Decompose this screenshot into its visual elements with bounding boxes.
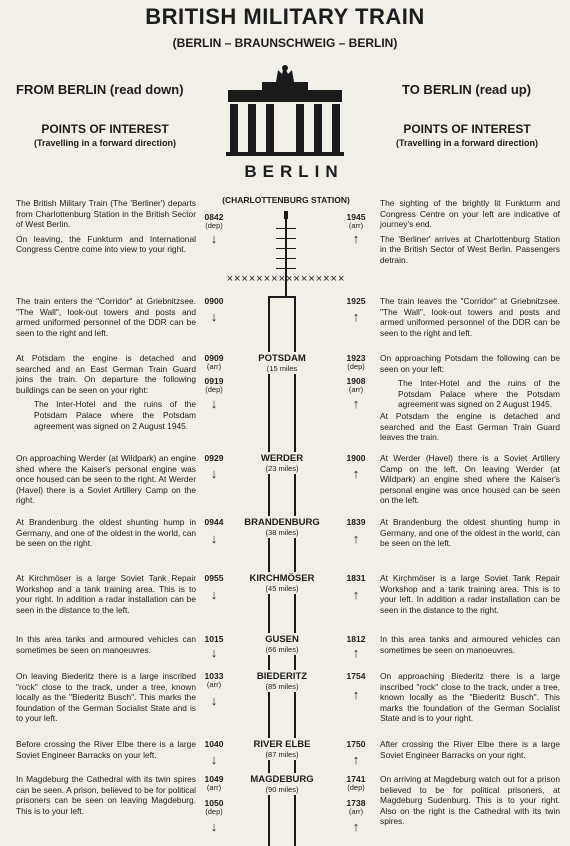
down-arrow-icon: ↓ xyxy=(210,466,218,481)
station-potsdam: POTSDAM (15 miles xyxy=(232,352,332,374)
right-desc-paragraph: On approaching Potsdam the following can be seen on your left: xyxy=(380,353,560,374)
left-desc-paragraph: The Inter-Hotel and the ruins of the Potsdam Palace where the Potsdam agreement was signed on 2 August 1945. xyxy=(34,399,196,431)
time-left: 0919 (dep) xyxy=(204,376,224,394)
track-rail-left xyxy=(268,296,270,846)
left-desc-section xyxy=(16,353,196,435)
track-tie xyxy=(276,248,296,249)
right-desc-section: The train leaves the "Corridor" at Griebnitzsee. "The Wall", look-out towers and posts and armed uniformed personnel of the DDR can be seen to the right and left. xyxy=(380,296,560,338)
left-desc-paragraph: The British Military Train (The 'Berliner') departs from Charlottenburg Station in the British Sector of West Berlin. xyxy=(16,198,196,230)
right-desc-section xyxy=(380,353,560,447)
brandenburg-gate-icon xyxy=(226,60,344,156)
down-arrow-icon: ↓ xyxy=(210,231,218,246)
track-tie xyxy=(276,228,296,229)
left-desc-section: In Magdeburg the Cathedral with its twin spires can be seen. A prison, believed to be for political prisoners can be seen on leaving Magdeburg. This is to your left. xyxy=(16,774,196,816)
left-poi-heading: POINTS OF INTEREST xyxy=(41,122,169,136)
left-desc-section: On leaving Biederitz there is a large inscribed "rock" close to the track, under a tree, known locally as the "Biederitz Busch". This marks the foundation of the German Socialist State and is to your left. xyxy=(16,671,196,724)
down-arrow-icon: ↓ xyxy=(210,587,218,602)
up-arrow-icon: ↑ xyxy=(352,309,360,324)
down-arrow-icon: ↓ xyxy=(210,645,218,660)
time-left: 1015 xyxy=(204,634,224,644)
right-desc-section xyxy=(380,198,560,270)
time-left: 0842 (dep) xyxy=(204,212,224,230)
station-brandenburg: BRANDENBURG (38 miles) xyxy=(232,516,332,538)
time-right: 1923 (dep) xyxy=(346,353,366,371)
up-arrow-icon: ↑ xyxy=(352,531,360,546)
right-desc-section: On arriving at Magdeburg watch out for a prison believed to be for political prisoners, at Magdeburg Sudenburg. This is to your right. Also on the right is the Cathedral with its twin spires. xyxy=(380,774,560,827)
time-right: 1908 (arr) xyxy=(346,376,366,394)
left-desc-section: In this area tanks and armoured vehicles can sometimes be seen on manoeuvres. xyxy=(16,634,196,655)
up-arrow-icon: ↑ xyxy=(352,752,360,767)
station-kirchmoser: KIRCHMÖSER (45 miles) xyxy=(232,572,332,594)
track-rail-right xyxy=(294,296,296,846)
city-name: BERLIN xyxy=(244,162,344,181)
page-subtitle: (BERLIN – BRAUNSCHWEIG – BERLIN) xyxy=(172,36,398,50)
time-left: 1033 (arr) xyxy=(204,671,224,689)
up-arrow-icon: ↑ xyxy=(352,819,360,834)
up-arrow-icon: ↑ xyxy=(352,587,360,602)
page-title: BRITISH MILITARY TRAIN xyxy=(145,4,425,29)
time-right: 1839 xyxy=(346,517,366,527)
station-werder: WERDER (23 miles) xyxy=(232,452,332,474)
time-right: 1754 xyxy=(346,671,366,681)
left-desc-section: Before crossing the River Elbe there is a large Soviet Engineer Barracks on your left. xyxy=(16,739,196,760)
down-arrow-icon: ↓ xyxy=(210,309,218,324)
time-left: 1040 xyxy=(204,739,224,749)
left-desc-paragraph: On leaving, the Funkturm and International Congress Centre come into view to your right. xyxy=(16,233,196,255)
time-left: 0909 (arr) xyxy=(204,353,224,371)
time-left: 1049 (arr) xyxy=(204,774,224,792)
right-poi-note: (Travelling in a forward direction) xyxy=(395,138,539,148)
track-tie xyxy=(276,268,296,269)
right-desc-section: In this area tanks and armoured vehicles can sometimes be seen on manoeuvres. xyxy=(380,634,560,655)
right-desc-paragraph: The sighting of the brightly lit Funkturm and Congress Centre on your left are indicative of journey's end. xyxy=(380,198,560,230)
down-arrow-icon: ↓ xyxy=(210,752,218,767)
up-arrow-icon: ↑ xyxy=(352,396,360,411)
track-tie xyxy=(276,258,296,259)
border-crossing-marks: ×××××××××××××××× xyxy=(226,273,346,285)
time-right: 1900 xyxy=(346,453,366,463)
up-arrow-icon: ↑ xyxy=(352,687,360,702)
right-direction-heading: TO BERLIN (read up) xyxy=(402,82,532,97)
left-desc-section: On approaching Werder (at Wildpark) an engine shed where the Kaiser's personal engine was once housed can be seen to the right. At Werder (Havel) there is a Soviet Artillery Camp on the right. xyxy=(16,453,196,506)
down-arrow-icon: ↓ xyxy=(210,819,218,834)
up-arrow-icon: ↑ xyxy=(352,645,360,660)
left-poi-note: (Travelling in a forward direction) xyxy=(33,138,177,148)
left-desc-section: At Brandenburg the oldest shunting hump in Germany, and one of the oldest in the world, can be seen on the right. xyxy=(16,517,197,549)
time-right: 1812 xyxy=(346,634,366,644)
left-desc-section xyxy=(16,198,196,259)
time-right: 1945 (arr) xyxy=(346,212,366,230)
time-left: 0955 xyxy=(204,573,224,583)
time-right: 1738 (arr) xyxy=(346,798,366,816)
track-tie xyxy=(276,238,296,239)
right-desc-section: After crossing the River Elbe there is a large Soviet Engineer Barracks on your right. xyxy=(380,739,560,760)
right-desc-paragraph: The 'Berliner' arrives at Charlottenburg Station in the British Sector of West Berlin. Passengers detrain. xyxy=(380,233,560,265)
time-right: 1831 xyxy=(346,573,366,583)
station-biederitz: BIEDERITZ (85 miles) xyxy=(232,670,332,692)
station-gusen: GUSEN (66 miles) xyxy=(232,633,332,655)
right-desc-section: On approaching Biederitz there is a large inscribed "rock" close to the track, under a tree, known locally as the "Biederitz Busch". This marks the foundation of the German Socialist State and is to your right. xyxy=(380,671,560,724)
time-left: 1050 (dep) xyxy=(204,798,224,816)
down-arrow-icon: ↓ xyxy=(210,396,218,411)
left-desc-paragraph: At Potsdam the engine is detached and searched and an East German Train Guard joins the train. On departure the following buildings can be seen on your right: xyxy=(16,353,196,395)
origin-station: (CHARLOTTENBURG STATION) xyxy=(222,195,350,205)
right-poi-heading: POINTS OF INTEREST xyxy=(403,122,531,136)
down-arrow-icon: ↓ xyxy=(210,531,218,546)
up-arrow-icon: ↑ xyxy=(352,231,360,246)
up-arrow-icon: ↑ xyxy=(352,466,360,481)
station-magdeburg: MAGDEBURG (90 miles) xyxy=(232,773,332,795)
time-left: 0944 xyxy=(204,517,224,527)
time-right: 1741 (dep) xyxy=(346,774,366,792)
left-desc-section: The train enters the "Corridor" at Griebnitzsee. "The Wall", look-out towers and posts and armed uniformed personnel of the DDR can be seen to the right and left. xyxy=(16,296,196,338)
left-direction-heading: FROM BERLIN (read down) xyxy=(16,82,184,97)
station-river-elbe: RIVER ELBE (87 miles) xyxy=(232,738,332,760)
time-left: 0929 xyxy=(204,453,224,463)
right-desc-section: At Brandenburg the oldest shunting hump in Germany, and one of the oldest in the world, can be seen on the left. xyxy=(380,517,561,549)
right-desc-section: At Werder (Havel) there is a Soviet Artillery Camp on the left. On leaving Werder (at Wildpark) an engine shed where the Kaiser's personal engine was once housed can be seen on the left. xyxy=(380,453,560,506)
right-desc-section: At Kirchmöser is a large Soviet Tank Repair Workshop and a tank training area. This is to your left. In addition a radar installation can be seen in the distance to the right. xyxy=(380,573,560,615)
time-right: 1750 xyxy=(346,739,366,749)
left-desc-section: At Kirchmöser is a large Soviet Tank Repair Workshop and a tank training area. This is to your right. In addition a radar installation can be seen in the distance to the left. xyxy=(16,573,196,615)
time-left: 0900 xyxy=(204,296,224,306)
time-right: 1925 xyxy=(346,296,366,306)
down-arrow-icon: ↓ xyxy=(210,693,218,708)
track-junction xyxy=(268,296,296,298)
right-desc-paragraph: At Potsdam the engine is detached and searched and the East German Train Guard leaves the train. xyxy=(380,410,560,443)
right-desc-paragraph: The Inter-Hotel and the ruins of the Potsdam Palace where the Potsdam agreement was signed on 2 August 1945. xyxy=(398,378,560,410)
